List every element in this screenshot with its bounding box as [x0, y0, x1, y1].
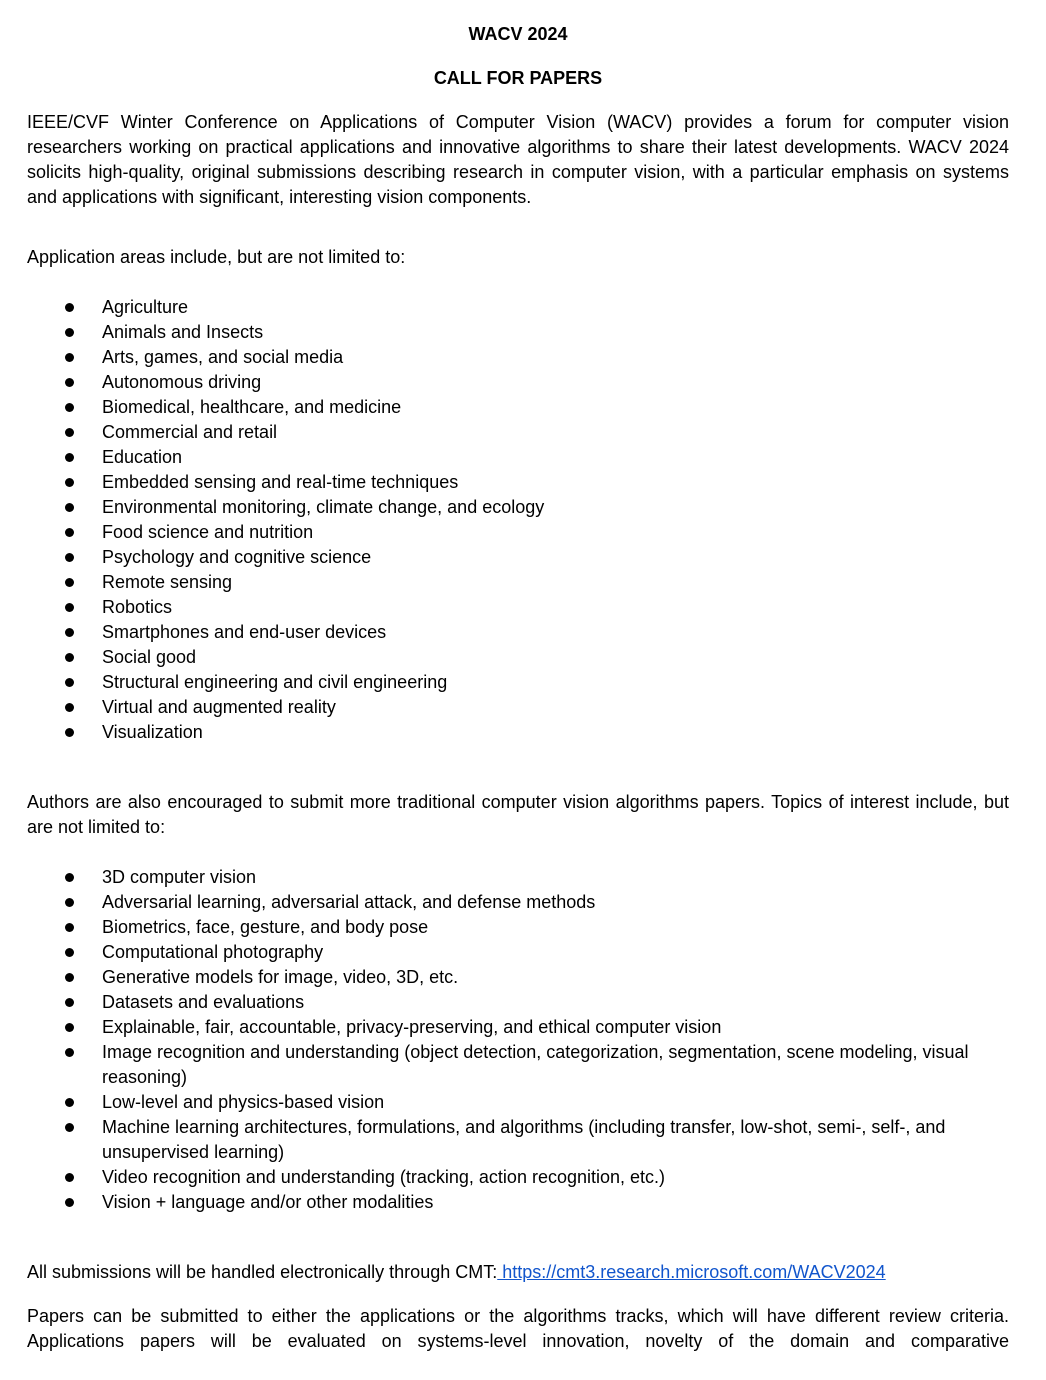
list-item-text: Smartphones and end-user devices [102, 622, 387, 642]
bullet-icon [65, 973, 74, 982]
bullet-icon [65, 1048, 74, 1057]
list-item [27, 370, 1009, 395]
list-item [27, 890, 1009, 915]
list-item [27, 1040, 1009, 1090]
list-item [27, 1165, 1009, 1190]
list-item [27, 295, 1009, 320]
bullet-icon [65, 378, 74, 387]
list-item-text: Explainable, fair, accountable, privacy-preserving, and ethical computer vision [102, 1017, 722, 1037]
cmt-link[interactable]: https://cmt3.research.microsoft.com/WACV2024 [497, 1262, 886, 1282]
list-item [27, 320, 1009, 345]
list-item [27, 345, 1009, 370]
list-item [27, 395, 1009, 420]
bullet-icon [65, 403, 74, 412]
list-item-text: Datasets and evaluations [102, 992, 305, 1012]
applications-lead: Application areas include, but are not limited to: [27, 247, 406, 267]
bullet-icon [65, 948, 74, 957]
list-item-text: Agriculture [102, 297, 189, 317]
bullet-icon [65, 628, 74, 637]
list-item-text: Vision + language and/or other modalities [102, 1192, 434, 1212]
bullet-icon [65, 478, 74, 487]
list-item [27, 545, 1009, 570]
list-item-text: Visualization [102, 722, 203, 742]
bullet-icon [65, 528, 74, 537]
submission-text: All submissions will be handled electronically through CMT: [27, 1262, 498, 1282]
list-item [27, 915, 1009, 940]
bullet-icon [65, 303, 74, 312]
intro-paragraph: IEEE/CVF Winter Conference on Applications of Computer Vision (WACV) provides a forum for computer vision researchers working on practical applications and innovative algorithms to share their latest developments. WACV 2024 solicits high-quality, original submissions describing research in computer vision, with a particular emphasis on systems and applications with significant, interesting vision components. [27, 112, 1009, 207]
list-item [27, 720, 1009, 745]
bullet-icon [65, 1173, 74, 1182]
list-item [27, 595, 1009, 620]
list-item [27, 1090, 1009, 1115]
list-item-text: 3D computer vision [102, 867, 257, 887]
list-item [27, 965, 1009, 990]
list-item [27, 1115, 1009, 1165]
list-item-text: Autonomous driving [102, 372, 262, 392]
list-item [27, 1190, 1009, 1215]
list-item-text: Image recognition and understanding (object detection, categorization, segmentation, scene modeling, visual reasoning) [102, 1042, 969, 1087]
applications-list [27, 295, 1009, 745]
list-item [27, 520, 1009, 545]
list-item-text: Psychology and cognitive science [102, 547, 372, 567]
document-title: WACV 2024 [468, 24, 568, 44]
list-item [27, 670, 1009, 695]
bullet-icon [65, 1123, 74, 1132]
bullet-icon [65, 898, 74, 907]
list-item [27, 620, 1009, 645]
list-item-text: Commercial and retail [102, 422, 278, 442]
list-item [27, 865, 1009, 890]
bullet-icon [65, 553, 74, 562]
bullet-icon [65, 1023, 74, 1032]
submission-line [27, 1260, 1009, 1285]
algorithms-list [27, 865, 1009, 1215]
list-item-text: Animals and Insects [102, 322, 264, 342]
bullet-icon [65, 703, 74, 712]
bullet-icon [65, 998, 74, 1007]
list-item-text: Low-level and physics-based vision [102, 1092, 385, 1112]
list-item [27, 570, 1009, 595]
bullet-icon [65, 653, 74, 662]
list-item [27, 990, 1009, 1015]
list-item [27, 645, 1009, 670]
list-item-text: Structural engineering and civil engineering [102, 672, 448, 692]
bullet-icon [65, 603, 74, 612]
bullet-icon [65, 453, 74, 462]
list-item [27, 420, 1009, 445]
list-item-text: Environmental monitoring, climate change, and ecology [102, 497, 545, 517]
algorithms-lead: Authors are also encouraged to submit more traditional computer vision algorithms papers. Topics of interest include, but are not limited to: [27, 792, 1009, 837]
list-item-text: Machine learning architectures, formulations, and algorithms (including transfer, low-shot, semi-, self-, and unsupervised learning) [102, 1117, 946, 1162]
list-item-text: Generative models for image, video, 3D, etc. [102, 967, 459, 987]
list-item [27, 1015, 1009, 1040]
tracks-line-2: Applications papers will be evaluated on systems-level innovation, novelty of the domain and comparative [27, 1331, 1009, 1351]
list-item-text: Social good [102, 647, 197, 667]
list-item [27, 695, 1009, 720]
bullet-icon [65, 578, 74, 587]
list-item-text: Video recognition and understanding (tracking, action recognition, etc.) [102, 1167, 666, 1187]
bullet-icon [65, 353, 74, 362]
tracks-line-1: Papers can be submitted to either the applications or the algorithms tracks, which will have different review criteria. [27, 1306, 1009, 1326]
bullet-icon [65, 1098, 74, 1107]
bullet-icon [65, 873, 74, 882]
list-item-text: Biometrics, face, gesture, and body pose [102, 917, 429, 937]
list-item-text: Adversarial learning, adversarial attack, and defense methods [102, 892, 596, 912]
bullet-icon [65, 728, 74, 737]
list-item-text: Education [102, 447, 183, 467]
bullet-icon [65, 503, 74, 512]
list-item-text: Virtual and augmented reality [102, 697, 336, 717]
list-item-text: Arts, games, and social media [102, 347, 344, 367]
list-item-text: Embedded sensing and real-time techniques [102, 472, 459, 492]
bullet-icon [65, 428, 74, 437]
bullet-icon [65, 328, 74, 337]
list-item-text: Remote sensing [102, 572, 233, 592]
list-item [27, 495, 1009, 520]
document-subtitle: CALL FOR PAPERS [433, 68, 603, 88]
bullet-icon [65, 923, 74, 932]
list-item-text: Food science and nutrition [102, 522, 314, 542]
list-item-text: Computational photography [102, 942, 324, 962]
list-item-text: Biomedical, healthcare, and medicine [102, 397, 402, 417]
list-item-text: Robotics [102, 597, 173, 617]
bullet-icon [65, 678, 74, 687]
bullet-icon [65, 1198, 74, 1207]
list-item [27, 940, 1009, 965]
list-item [27, 470, 1009, 495]
list-item [27, 445, 1009, 470]
